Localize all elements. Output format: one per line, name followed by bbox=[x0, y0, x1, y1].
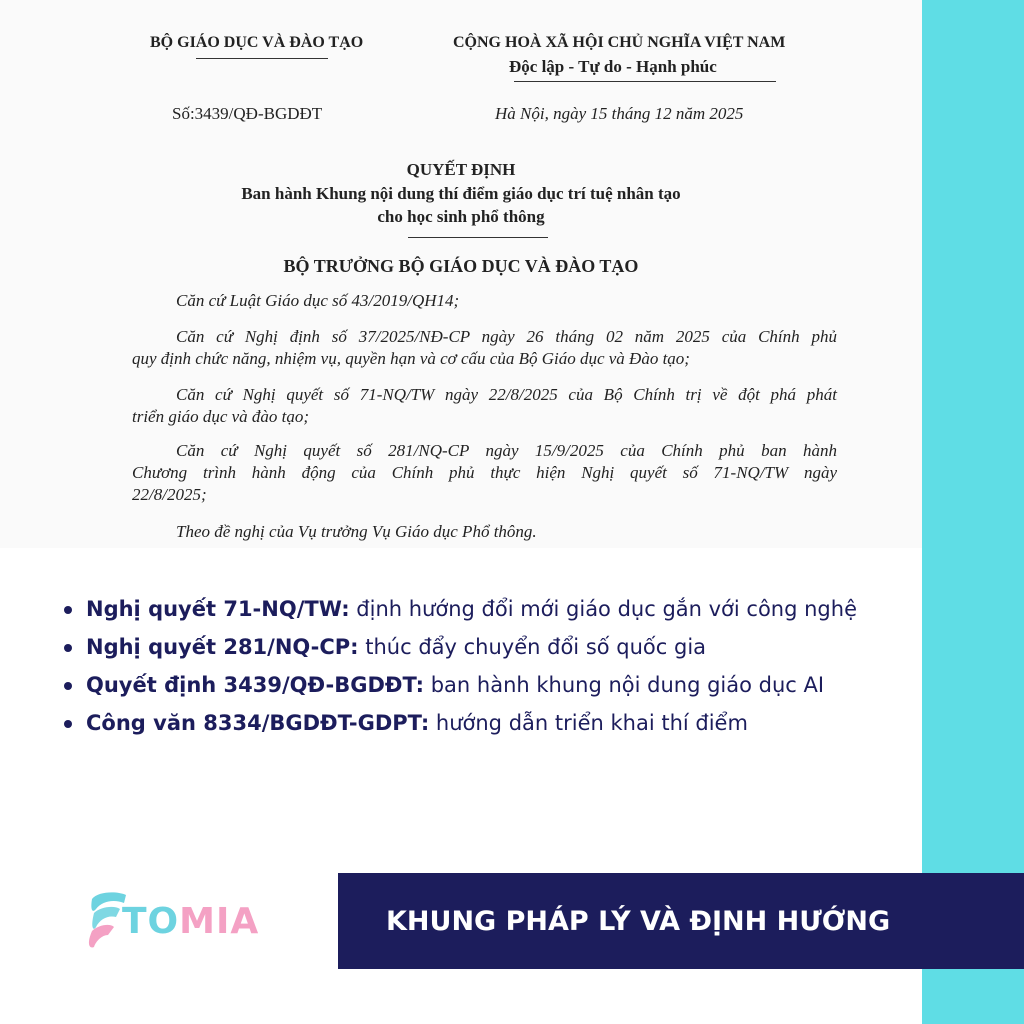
list-item bbox=[60, 630, 900, 665]
title-underline bbox=[408, 237, 548, 238]
clause-3 bbox=[132, 384, 837, 428]
document-date: Hà Nội, ngày 15 tháng 12 năm 2025 bbox=[495, 104, 744, 123]
item-text: định hướng đổi mới giáo dục gắn với công nghệ bbox=[349, 597, 857, 621]
document-subtitle-line1: Ban hành Khung nội dung thí điểm giáo dục trí tuệ nhân tạo bbox=[241, 184, 681, 203]
item-label: Công văn 8334/BGDĐT-GDPT: bbox=[86, 711, 430, 735]
clause-line: Căn cứ Nghị quyết số 281/NQ-CP ngày 15/9/2025 của Chính phủ ban hành bbox=[176, 441, 837, 460]
logo-wordmark-part1: TO bbox=[122, 901, 180, 942]
list-item bbox=[60, 592, 900, 627]
cyan-side-stripe bbox=[922, 0, 1024, 1024]
clause-line: Căn cứ Nghị quyết số 71-NQ/TW ngày 22/8/2025 của Bộ Chính trị về đột phá phát bbox=[176, 385, 837, 404]
document-number: Số:3439/QĐ-BGDĐT bbox=[172, 104, 323, 123]
agency-underline bbox=[196, 58, 328, 59]
agency-name: BỘ GIÁO DỤC VÀ ĐÀO TẠO bbox=[150, 34, 364, 51]
legal-framework-list bbox=[60, 592, 900, 744]
clause-line: triển giáo dục và đào tạo; bbox=[132, 407, 310, 426]
item-text: hướng dẫn triển khai thí điểm bbox=[429, 711, 748, 735]
banner-title: KHUNG PHÁP LÝ VÀ ĐỊNH HƯỚNG bbox=[386, 905, 891, 937]
clause-line: Theo đề nghị của Vụ trưởng Vụ Giáo dục Phổ thông. bbox=[176, 522, 537, 541]
item-label: Nghị quyết 281/NQ-CP: bbox=[86, 635, 359, 659]
national-motto: Độc lập - Tự do - Hạnh phúc bbox=[509, 57, 717, 76]
tomia-logo bbox=[84, 891, 284, 951]
item-label: Quyết định 3439/QĐ-BGDĐT: bbox=[86, 673, 425, 697]
clause-line: 22/8/2025; bbox=[132, 485, 207, 504]
document-scan bbox=[0, 0, 922, 548]
item-text: thúc đẩy chuyển đổi số quốc gia bbox=[358, 635, 707, 659]
document-subtitle-line2: cho học sinh phổ thông bbox=[377, 207, 545, 226]
document-title: QUYẾT ĐỊNH bbox=[406, 160, 516, 179]
item-text: ban hành khung nội dung giáo dục AI bbox=[424, 673, 825, 697]
clause-line: Chương trình hành động của Chính phủ thực hiện Nghị quyết số 71-NQ/TW ngày bbox=[132, 463, 837, 482]
clause-2 bbox=[132, 326, 837, 370]
logo-wordmark bbox=[122, 901, 259, 942]
logo-wordmark-part2: MIA bbox=[179, 901, 260, 942]
clause-line: Căn cứ Luật Giáo dục số 43/2019/QH14; bbox=[176, 291, 460, 310]
country-name: CỘNG HOÀ XÃ HỘI CHỦ NGHĨA VIỆT NAM bbox=[453, 34, 786, 51]
issuer-heading: BỘ TRƯỞNG BỘ GIÁO DỤC VÀ ĐÀO TẠO bbox=[283, 256, 639, 276]
clause-line: Căn cứ Nghị định số 37/2025/NĐ-CP ngày 26 tháng 02 năm 2025 của Chính phủ bbox=[176, 327, 837, 346]
item-label: Nghị quyết 71-NQ/TW: bbox=[86, 597, 350, 621]
clause-4 bbox=[132, 440, 837, 506]
section-banner bbox=[338, 873, 1024, 969]
clause-line: quy định chức năng, nhiệm vụ, quyền hạn và cơ cấu của Bộ Giáo dục và Đào tạo; bbox=[132, 349, 690, 368]
clause-5 bbox=[132, 521, 837, 543]
list-item bbox=[60, 668, 900, 703]
motto-underline bbox=[514, 81, 776, 82]
clause-1 bbox=[132, 290, 837, 312]
list-item bbox=[60, 706, 900, 741]
